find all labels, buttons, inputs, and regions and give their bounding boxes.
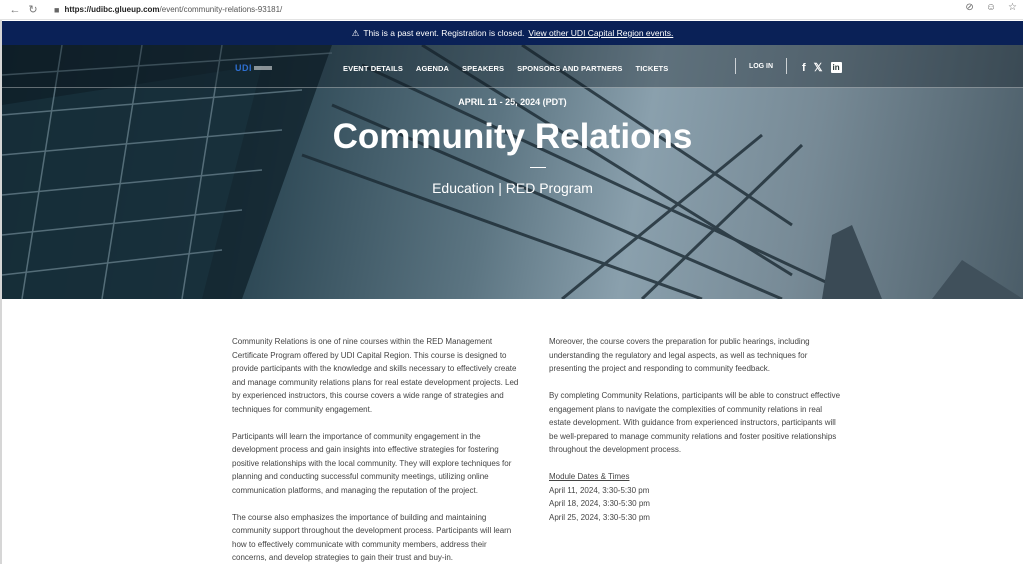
nav-tickets[interactable]: TICKETS xyxy=(635,64,669,73)
login-button[interactable]: LOG IN xyxy=(735,58,787,74)
module-date: April 25, 2024, 3:30-5:30 pm xyxy=(549,512,650,522)
paragraph: The course also emphasizes the importance of building and maintaining community support throughout the development process. Participants will learn how to effectively communicate with community members, address their concerns, and develop strategies to gain their trust and buy-in. xyxy=(232,512,512,562)
logo-text: UDI xyxy=(235,63,252,73)
nav-speakers[interactable]: SPEAKERS xyxy=(462,64,505,73)
paragraph: Moreover, the course covers the preparation for public hearings, including understanding the regulatory and legal aspects, as well as techniques for presenting the project and responding to community feedback. xyxy=(549,337,810,373)
other-events-link[interactable]: View other UDI Capital Region events. xyxy=(528,28,674,38)
paragraph: Community Relations is one of nine courses within the RED Management Certificate Program offered by UDI Capital Region. This course is designed to provide participants with the knowledge and skills necessary to effectively create and manage community relations plans for real estate development projects. Led by experienced instructors, this course covers a wide range of strategies and techniques for community engagement. xyxy=(232,337,519,414)
nav-agenda[interactable]: AGENDA xyxy=(415,64,450,73)
hero-section xyxy=(2,45,1023,299)
logo-tagline xyxy=(254,66,272,70)
star-icon[interactable]: ☆ xyxy=(1008,2,1017,13)
description-right-column xyxy=(549,335,844,524)
emoji-icon[interactable]: ☺ xyxy=(985,2,997,13)
site-navbar xyxy=(2,45,1023,88)
module-date: April 11, 2024, 3:30-5:30 pm xyxy=(549,485,650,495)
linkedin-icon[interactable]: in xyxy=(832,63,840,72)
past-event-banner xyxy=(2,21,1023,45)
url-domain: https://udibc.glueup.com xyxy=(64,5,160,14)
x-icon[interactable]: 𝕏 xyxy=(813,62,823,74)
tracking-icon[interactable]: ⊘ xyxy=(965,2,974,13)
event-date: APRIL 11 - 25, 2024 (PDT) xyxy=(458,97,567,107)
warning-icon: ⚠ xyxy=(351,27,360,38)
paragraph: Participants will learn the importance of community engagement in the development process and gain insights into effective strategies for fostering positive relationships with the local community. They will explore techniques for planning and conducting successful community meetings, utilizing online communication platforms, and managing the reputation of the project. xyxy=(232,431,512,495)
facebook-icon[interactable]: f xyxy=(802,61,806,74)
udi-logo[interactable] xyxy=(235,63,283,73)
nav-event-details[interactable]: EVENT DETAILS xyxy=(343,64,403,73)
module-date: April 18, 2024, 3:30-5:30 pm xyxy=(549,499,650,508)
reload-icon[interactable]: ↻ xyxy=(28,4,38,16)
back-icon[interactable]: ← xyxy=(9,3,21,16)
lock-icon: ■ xyxy=(54,4,60,15)
main-menu xyxy=(343,64,668,73)
nav-sponsors[interactable]: SPONSORS AND PARTNERS xyxy=(517,64,623,73)
banner-message: This is a past event. Registration is closed. xyxy=(363,28,525,38)
event-title: Community Relations xyxy=(332,117,693,156)
browser-toolbar xyxy=(0,0,1023,20)
social-links xyxy=(802,61,842,74)
title-divider xyxy=(530,167,546,168)
event-subtitle: Education | RED Program xyxy=(432,180,593,196)
module-dates-heading: Module Dates & Times xyxy=(549,472,630,481)
address-bar[interactable] xyxy=(54,5,282,15)
url-path: /event/community-relations-93181/ xyxy=(159,5,283,14)
paragraph: By completing Community Relations, participants will be able to construct effective engagement plans to navigate the complexities of community relations in real estate development. With guidance from experienced instructors, participants will be well-prepared to manage community relations and foster positive relationships throughout the development process. xyxy=(549,391,841,454)
description-left-column xyxy=(232,335,522,578)
